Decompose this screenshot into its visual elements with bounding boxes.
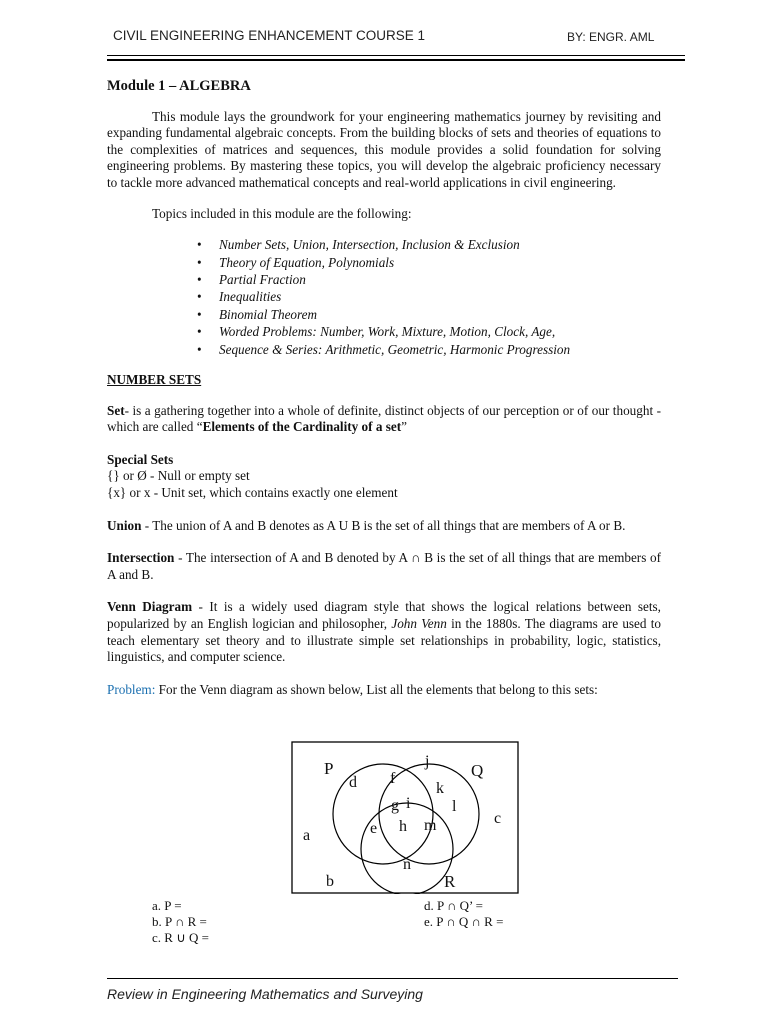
venn-def-text-2: in the 1880s. The diagrams are used to teach elementary set theory and to illustrate simple set relationships in probability, logic, statistics, linguistics, and computer science. xyxy=(107,615,661,665)
venn-element-d: d xyxy=(349,774,357,791)
intersection-definition xyxy=(107,550,661,583)
venn-element-m: m xyxy=(424,817,437,834)
venn-element-n: n xyxy=(403,856,411,873)
intersection-term: Intersection xyxy=(107,550,175,566)
venn-diagram xyxy=(291,741,519,894)
answer-item-b: b. P ∩ R = xyxy=(152,914,207,930)
set-def-bold: Elements of the Cardinality of a set xyxy=(202,419,402,435)
union-term: Union xyxy=(107,517,142,533)
header-rule-thin xyxy=(107,55,685,56)
topics-intro: Topics included in this module are the following: xyxy=(152,205,412,221)
venn-element-c: c xyxy=(494,810,502,827)
topic-item: • Binomial Theorem xyxy=(219,306,661,323)
venn-term: Venn Diagram xyxy=(107,599,193,615)
topic-item: • Partial Fraction xyxy=(219,271,661,288)
venn-definition xyxy=(107,599,661,665)
topic-item: • Inequalities xyxy=(219,288,661,305)
set-def-text: - is a gathering together into a whole of definite, distinct objects of our perception or of our thought - which are called “ xyxy=(107,402,661,435)
set-def-end: ” xyxy=(401,419,407,435)
venn-circle-p xyxy=(333,764,433,864)
course-title: CIVIL ENGINEERING ENHANCEMENT COURSE 1 xyxy=(113,28,426,43)
problem-statement xyxy=(107,682,661,699)
venn-element-f: f xyxy=(390,770,396,787)
venn-element-b: b xyxy=(326,873,334,890)
main-content xyxy=(107,78,661,698)
set-definition xyxy=(107,403,661,436)
union-def-text: - The union of A and B denotes as A U B is the set of all things that are members of A or B. xyxy=(141,517,626,533)
answer-item-c: c. R ∪ Q = xyxy=(152,930,209,946)
venn-label-p: P xyxy=(324,759,334,778)
venn-element-i: i xyxy=(406,795,411,812)
venn-element-g: g xyxy=(391,797,399,814)
venn-element-l: l xyxy=(452,798,457,815)
intersection-def-text: - The intersection of A and B denoted by A ∩ B is the set of all things that are members of A and B. xyxy=(107,550,661,582)
answers-right-column xyxy=(424,898,503,930)
author-label: BY: ENGR. AML xyxy=(567,30,655,44)
answer-item-e: e. P ∩ Q ∩ R = xyxy=(424,914,504,930)
venn-element-h: h xyxy=(399,818,407,835)
problem-text: For the Venn diagram as shown below, List all the elements that belong to this sets: xyxy=(155,681,598,697)
topic-item: • Number Sets, Union, Intersection, Inclusion & Exclusion xyxy=(219,236,661,253)
venn-name: John Venn xyxy=(391,615,447,631)
answers-left-column xyxy=(152,898,209,947)
topics-list xyxy=(107,236,661,358)
venn-label-r: R xyxy=(444,872,456,891)
special-set-unit: {x} or x - Unit set, which contains exactly one element xyxy=(107,484,398,500)
set-term: Set xyxy=(107,402,125,418)
special-sets-heading: Special Sets xyxy=(107,451,174,467)
topic-item: • Sequence & Series: Arithmetic, Geometric, Harmonic Progression xyxy=(219,341,661,358)
special-set-null: {} or Ø - Null or empty set xyxy=(107,468,250,484)
page-footer: Review in Engineering Mathematics and Surveying xyxy=(107,986,423,1002)
topic-item: • Theory of Equation, Polynomials xyxy=(219,254,661,271)
module-title: Module 1 – ALGEBRA xyxy=(107,78,251,94)
header-rule-thick xyxy=(107,59,685,61)
section-heading-number-sets: NUMBER SETS xyxy=(107,372,202,387)
topic-item: • Worded Problems: Number, Work, Mixture, Motion, Clock, Age, xyxy=(219,323,661,340)
venn-def-text-1: - It is a widely used diagram style that shows the logical relations between sets, popularized by an English logician and philosopher, xyxy=(107,599,661,631)
union-definition xyxy=(107,518,661,535)
problem-label: Problem: xyxy=(107,681,156,697)
venn-circle-r xyxy=(361,803,453,894)
venn-label-q: Q xyxy=(471,761,484,780)
answer-item-d: d. P ∩ Q’ = xyxy=(424,898,483,913)
venn-element-k: k xyxy=(436,780,444,797)
venn-element-a: a xyxy=(303,827,311,844)
venn-element-j: j xyxy=(425,753,430,770)
module-intro: This module lays the groundwork for your engineering mathematics journey by revisiting and expanding fundamental algebraic concepts. From the building blocks of sets and theories of equations to the complexities of matrices and sequences, this module provides a solid foundation for solving engineering problems. By mastering these topics, you will develop the algebraic proficiency necessary to tackle more advanced mathematical concepts and real-world applications in civil engineering. xyxy=(107,108,661,190)
answer-item-a: a. P = xyxy=(152,898,182,913)
footer-rule xyxy=(107,978,678,979)
venn-element-e: e xyxy=(370,820,378,837)
